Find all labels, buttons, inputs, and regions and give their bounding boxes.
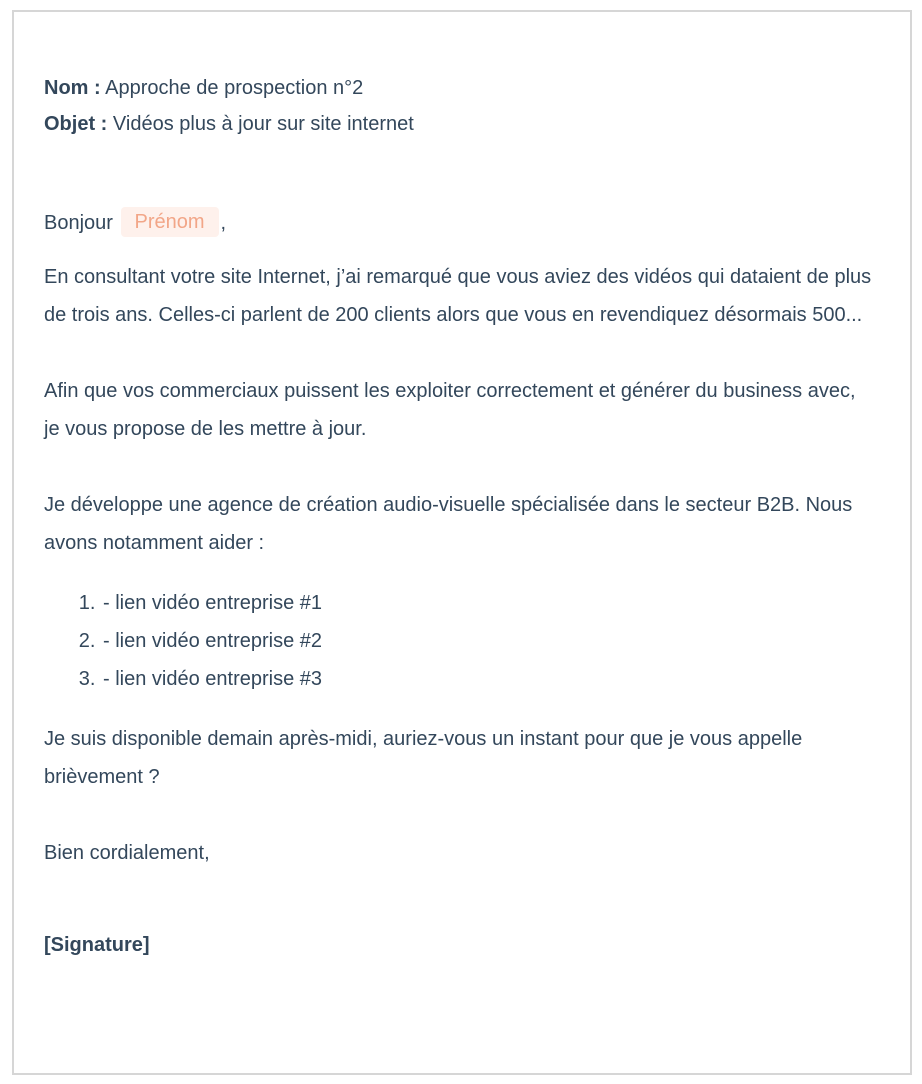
template-name-value: Approche de prospection n°2 bbox=[105, 77, 364, 99]
template-subject-line bbox=[44, 106, 874, 142]
greeting-text: Bonjour bbox=[44, 212, 113, 234]
template-subject-label: Objet : bbox=[44, 113, 108, 135]
template-name-line bbox=[44, 70, 874, 106]
paragraph-availability: Je suis disponible demain après-midi, auriez-vous un instant pour que je vous appelle brièvement ? bbox=[44, 728, 803, 788]
closing-line: Bien cordialement, bbox=[44, 842, 210, 864]
email-template-card bbox=[12, 10, 912, 1075]
list-item: 3. - lien vidéo entreprise #3 bbox=[101, 660, 874, 698]
greeting-comma: , bbox=[220, 212, 227, 234]
template-subject-value: Vidéos plus à jour sur site internet bbox=[112, 113, 414, 135]
signature-placeholder: [Signature] bbox=[44, 934, 150, 956]
paragraph-proposal: Afin que vos commerciaux puissent les exploiter correctement et générer du business avec, je vous propose de les mettre à jour. bbox=[44, 380, 856, 440]
firstname-token[interactable]: Prénom bbox=[121, 207, 219, 237]
paragraph-agency: Je développe une agence de création audio-visuelle spécialisée dans le secteur B2B. Nous avons notamment aider : bbox=[44, 494, 853, 554]
reference-video-list bbox=[44, 584, 874, 698]
list-item: 2. - lien vidéo entreprise #2 bbox=[101, 622, 874, 660]
paragraph-observation: En consultant votre site Internet, j’ai remarqué que vous aviez des vidéos qui dataient de plus de trois ans. Celles-ci parlent de 200 clients alors que vous en revendiquez désormais 500... bbox=[44, 266, 872, 326]
list-item: 1. - lien vidéo entreprise #1 bbox=[101, 584, 874, 622]
template-name-label: Nom : bbox=[44, 77, 101, 99]
greeting-line bbox=[44, 204, 874, 242]
email-template-content bbox=[44, 70, 874, 964]
